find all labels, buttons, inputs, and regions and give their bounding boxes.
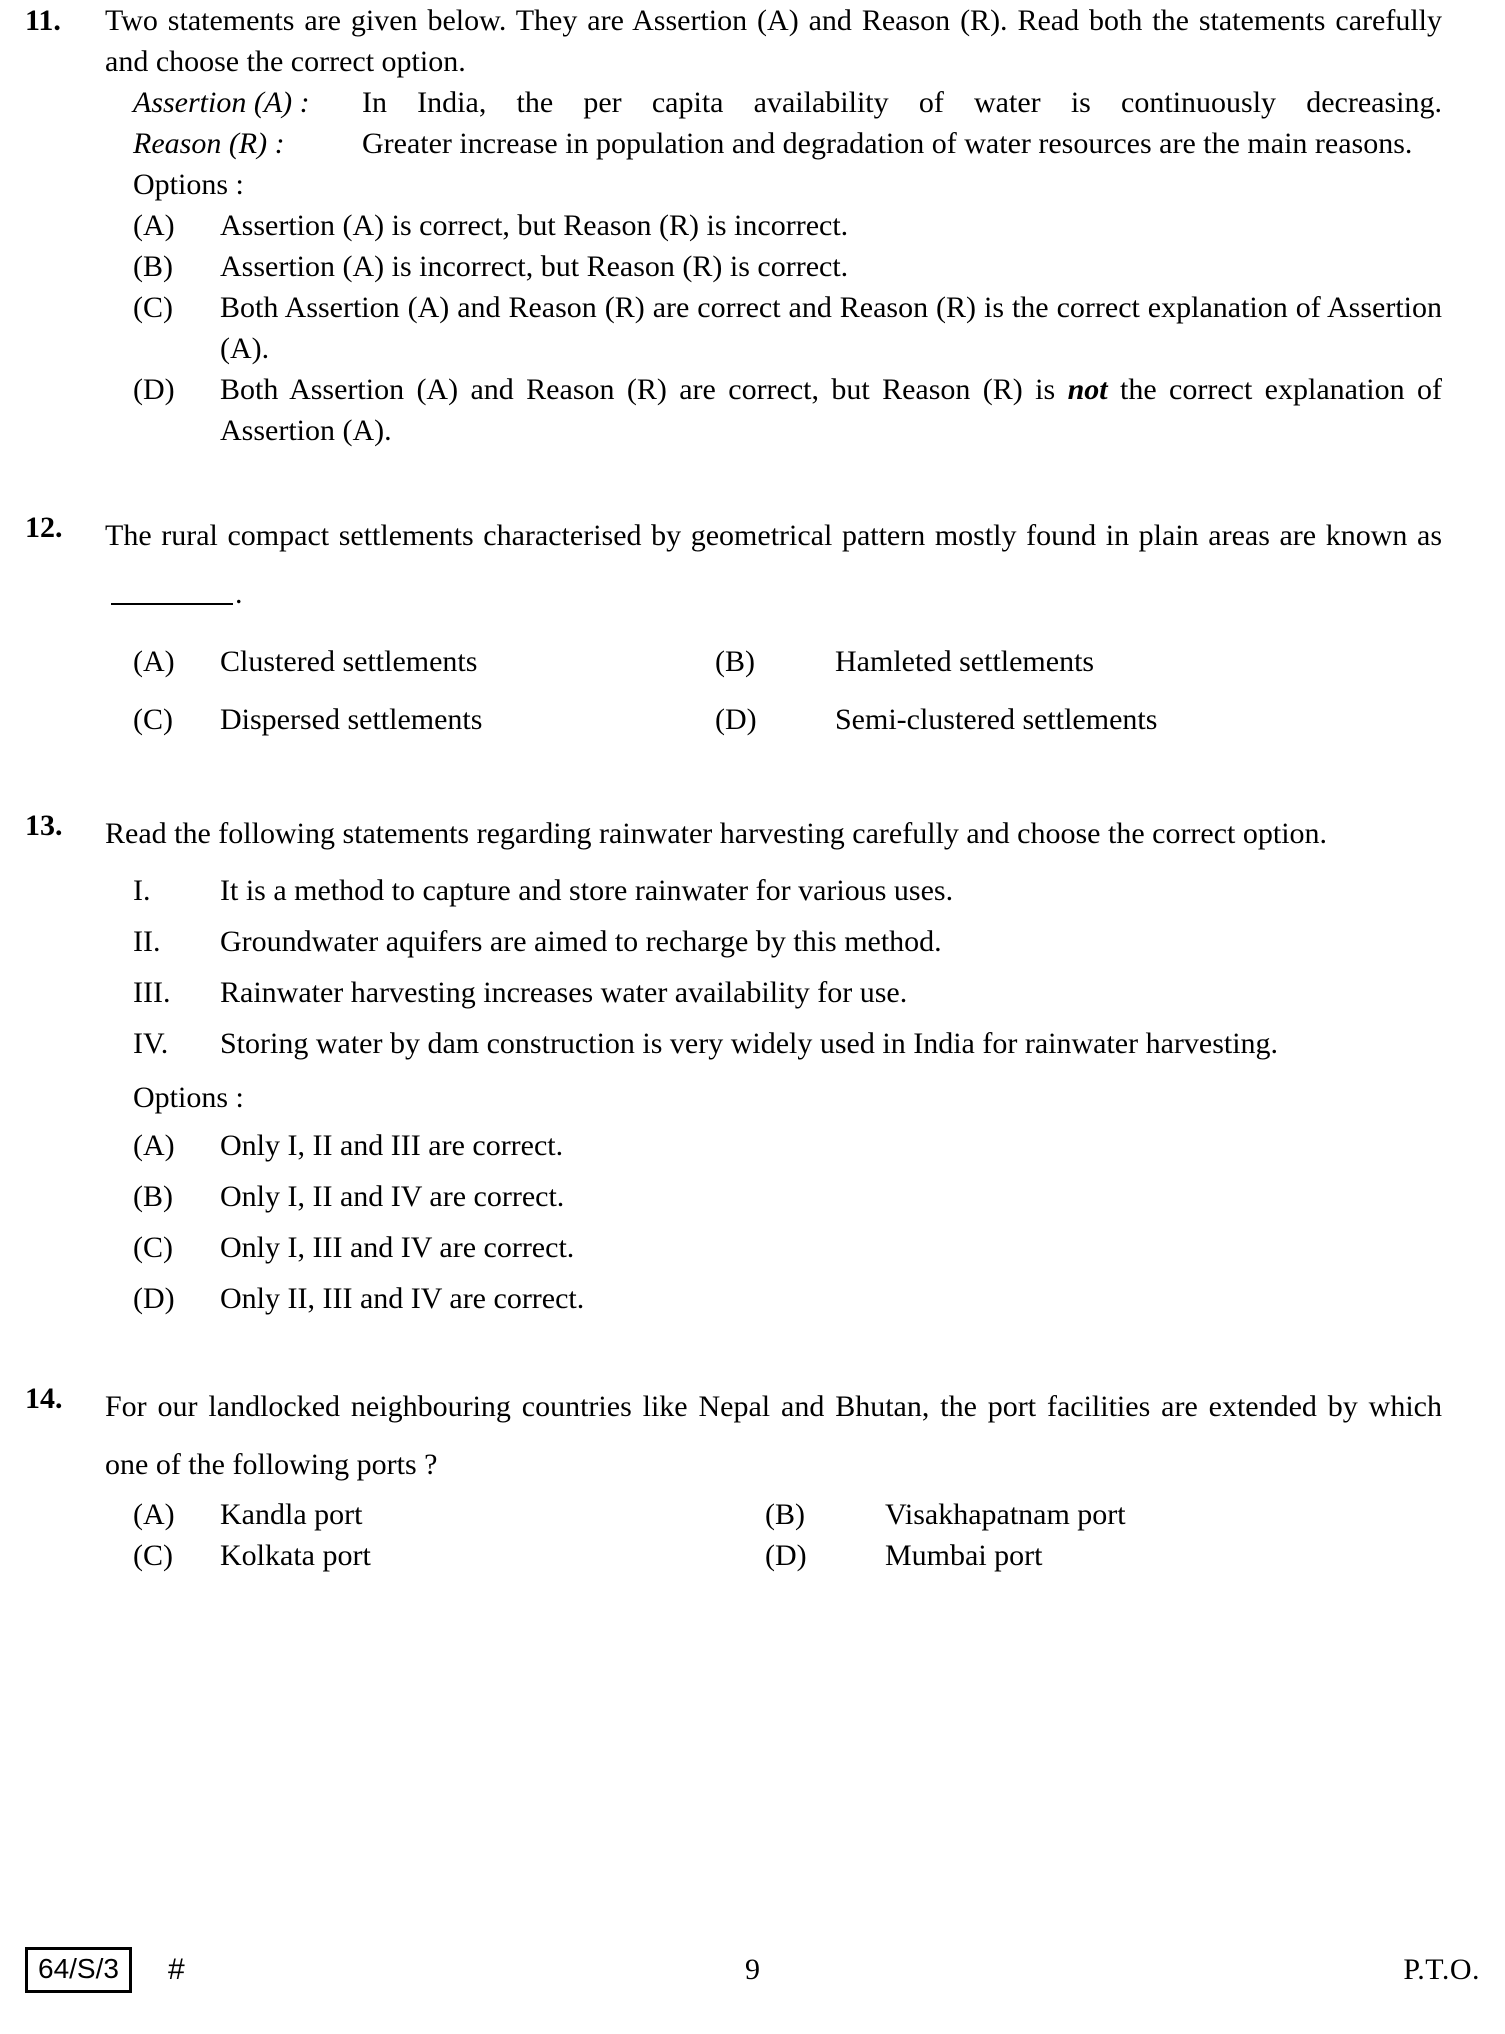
option-key: (D) [133,1282,175,1315]
option-row-pair [105,633,1442,691]
option-label: Only I, II and III are correct. [220,1129,564,1162]
statement-key: IV. [133,1027,169,1060]
reason-label: Reason (R) : [133,127,285,160]
question-stem: Two statements are given below. They are Assertion (A) and Reason (R). Read both the statements carefully and choose the correct option. [105,4,1442,78]
option-row[interactable] [105,287,1442,369]
option-label: Assertion (A) is correct, but Reason (R) is incorrect. [220,209,849,242]
spacer [0,1322,1505,1378]
option-key: (D) [765,1539,807,1572]
question-stem [105,507,1442,623]
assertion-row [105,82,1442,123]
option-row-pair [105,1535,1442,1576]
question-11 [0,0,1505,451]
spacer [0,451,1505,507]
option-cell[interactable] [105,1494,765,1535]
option-label: Kolkata port [220,1539,371,1572]
option-emphasis: not [1067,373,1108,406]
option-label: Mumbai port [885,1539,1043,1572]
option-text-after: the correct explanation of Assertion (A). [220,373,1442,447]
option-row[interactable] [105,1276,1442,1322]
page-number: 9 [745,1953,760,1986]
option-cell[interactable] [105,691,715,749]
paper-code-box: 64/S/3 [25,1947,132,1993]
option-key: (A) [133,1129,175,1162]
question-number: 13. [25,809,63,842]
option-cell[interactable] [105,1535,765,1576]
statement-text: Rainwater harvesting increases water availability for use. [220,976,908,1009]
option-label: Assertion (A) is incorrect, but Reason (R) is correct. [220,250,849,283]
question-stem: Read the following statements regarding rainwater harvesting carefully and choose the correct option. [105,817,1328,850]
turn-over-label: P.T.O. [1403,1953,1480,1986]
option-key: (A) [133,645,175,678]
page-footer [0,1942,1505,1998]
spacer [0,749,1505,805]
option-label: Semi-clustered settlements [835,703,1158,736]
option-row[interactable] [105,369,1442,451]
reason-text: Greater increase in population and degradation of water resources are the main reasons. [362,127,1413,160]
assertion-text: In India, the per capita availability of water is continuously decreasing. [362,86,1442,119]
option-row[interactable] [105,1123,1442,1169]
hash-mark: # [167,1953,185,1986]
spacer [105,623,1442,633]
assertion-label: Assertion (A) : [133,86,310,119]
option-label: Dispersed settlements [220,703,483,736]
question-14 [0,1378,1505,1576]
option-row[interactable] [105,205,1442,246]
option-row[interactable] [105,1174,1442,1220]
question-number: 12. [25,511,63,544]
option-cell[interactable] [765,1494,1126,1535]
option-label: Only I, III and IV are correct. [220,1231,575,1264]
option-key: (D) [715,703,757,736]
question-12 [0,507,1505,749]
option-key: (C) [133,1539,173,1572]
question-13 [0,805,1505,1322]
question-stem-period: . [235,577,243,610]
option-row[interactable] [105,1225,1442,1271]
options-heading: Options : [133,168,244,201]
option-key: (C) [133,291,173,324]
option-cell[interactable] [715,691,1157,749]
spacer [105,1067,1442,1077]
question-stem: For our landlocked neighbouring countries like Nepal and Bhutan, the port facilities are extended by which one of the following ports ? [105,1390,1442,1481]
option-key: (A) [133,1498,175,1531]
option-key: (A) [133,209,175,242]
statement-row [105,970,1442,1016]
statement-key: I. [133,874,151,907]
option-key: (C) [133,1231,173,1264]
option-cell[interactable] [715,633,1094,691]
option-label: Both Assertion (A) and Reason (R) are correct and Reason (R) is the correct explanation of Assertion (A). [220,291,1442,365]
reason-row [105,123,1442,164]
options-heading: Options : [133,1081,244,1114]
option-label: Clustered settlements [220,645,478,678]
option-key: (C) [133,703,173,736]
answer-blank[interactable] [111,585,233,605]
statement-key: III. [133,976,171,1009]
statement-row [105,868,1442,914]
option-cell[interactable] [765,1535,1043,1576]
option-row-pair [105,1494,1442,1535]
option-row-pair [105,691,1442,749]
statement-row [105,919,1442,965]
option-label: Hamleted settlements [835,645,1095,678]
statement-key: II. [133,925,161,958]
option-key: (B) [715,645,755,678]
statement-text: Groundwater aquifers are aimed to recharge by this method. [220,925,942,958]
question-number: 11. [25,4,61,37]
question-stem-text: The rural compact settlements characterised by geometrical pattern mostly found in plain areas are known as [105,519,1442,552]
option-cell[interactable] [105,633,715,691]
option-label: Visakhapatnam port [885,1498,1126,1531]
option-label [220,369,1442,451]
statement-text: Storing water by dam construction is very widely used in India for rainwater harvesting. [220,1027,1279,1060]
statement-row [105,1021,1442,1067]
option-key: (B) [133,1180,173,1213]
option-key: (D) [133,373,175,406]
option-label: Only I, II and IV are correct. [220,1180,565,1213]
option-label: Only II, III and IV are correct. [220,1282,585,1315]
option-text-before: Both Assertion (A) and Reason (R) are correct, but Reason (R) is [220,373,1068,406]
question-number: 14. [25,1382,63,1415]
option-key: (B) [133,250,173,283]
option-key: (B) [765,1498,805,1531]
statement-text: It is a method to capture and store rainwater for various uses. [220,874,954,907]
option-label: Kandla port [220,1498,363,1531]
option-row[interactable] [105,246,1442,287]
